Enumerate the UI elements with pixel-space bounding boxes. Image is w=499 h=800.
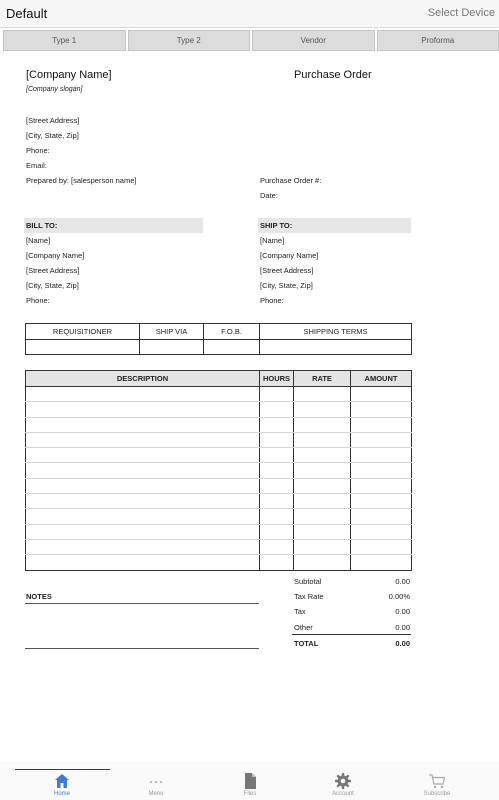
description-cell[interactable] (26, 448, 260, 463)
rate-cell[interactable] (294, 387, 351, 402)
rate-header: RATE (294, 371, 351, 387)
rate-cell[interactable] (294, 432, 351, 447)
subtotal-value: 0.00 (395, 577, 410, 586)
select-device-button[interactable]: Select Device (427, 7, 495, 19)
other-label: Other (294, 623, 313, 632)
table-row (26, 555, 412, 570)
description-header: DESCRIPTION (26, 371, 260, 387)
amount-cell[interactable] (351, 524, 412, 539)
hours-cell[interactable] (260, 448, 294, 463)
table-row (26, 509, 412, 524)
amount-cell[interactable] (351, 478, 412, 493)
template-tabs (3, 30, 499, 51)
company-city: [City, State, Zip] (26, 131, 79, 140)
description-cell[interactable] (26, 524, 260, 539)
description-cell[interactable] (26, 539, 260, 554)
hours-cell[interactable] (260, 463, 294, 478)
requisitioner-header: REQUISITIONER (26, 324, 140, 340)
cart-icon (428, 772, 446, 790)
nav-menu[interactable] (121, 772, 191, 797)
table-row (26, 417, 412, 432)
ship-to-heading: SHIP TO: (258, 218, 411, 233)
notes-divider (25, 603, 259, 604)
rate-cell[interactable] (294, 494, 351, 509)
hours-cell[interactable] (260, 555, 294, 570)
tax-rate-value: 0.00% (388, 592, 410, 601)
bill-to-line: [City, State, Zip] (26, 281, 79, 290)
table-row (26, 478, 412, 493)
description-cell[interactable] (26, 509, 260, 524)
file-icon (241, 772, 259, 790)
tab-proforma[interactable]: Proforma (377, 30, 499, 51)
prepared-by: Prepared by: [salesperson name] (26, 176, 137, 185)
hours-cell[interactable] (260, 478, 294, 493)
dots-icon (147, 772, 165, 790)
amount-cell[interactable] (351, 463, 412, 478)
nav-home[interactable] (27, 772, 97, 797)
description-cell[interactable] (26, 402, 260, 417)
fob-header: F.O.B. (204, 324, 260, 340)
shipping-terms-header: SHIPPING TERMS (260, 324, 412, 340)
active-tab-indicator (15, 769, 110, 770)
purchase-order-title: Purchase Order (294, 69, 372, 81)
amount-header: AMOUNT (351, 371, 412, 387)
shipping-info-table (25, 323, 412, 355)
tab-type-1[interactable]: Type 1 (3, 30, 126, 51)
rate-cell[interactable] (294, 463, 351, 478)
table-row (26, 387, 412, 402)
nav-files-label: Files (243, 791, 257, 797)
ship-to-line: [Company Name] (260, 251, 319, 260)
bill-to-line: Phone: (26, 296, 50, 305)
hours-header: HOURS (260, 371, 294, 387)
po-number-label: Purchase Order #: (260, 176, 322, 185)
rate-cell[interactable] (294, 478, 351, 493)
ship-to-line: [City, State, Zip] (260, 281, 313, 290)
po-date-label: Date: (260, 191, 278, 200)
description-cell[interactable] (26, 417, 260, 432)
bill-to-heading: BILL TO: (24, 218, 203, 233)
table-row (26, 432, 412, 447)
rate-cell[interactable] (294, 509, 351, 524)
subtotal-label: Subtotal (294, 577, 322, 586)
description-cell[interactable] (26, 463, 260, 478)
description-cell[interactable] (26, 387, 260, 402)
tax-rate-label: Tax Rate (294, 592, 324, 601)
company-street: [Street Address] (26, 116, 80, 125)
description-cell[interactable] (26, 432, 260, 447)
purchase-order-document (0, 52, 499, 762)
bottom-navigation (0, 762, 499, 800)
table-row (26, 463, 412, 478)
description-cell[interactable] (26, 478, 260, 493)
description-cell[interactable] (26, 494, 260, 509)
ship-via-cell[interactable] (140, 340, 204, 355)
nav-files[interactable] (215, 772, 285, 797)
total-label: TOTAL (294, 639, 319, 648)
ship-to-line: [Name] (260, 236, 285, 245)
page-title: Default (6, 6, 48, 21)
table-row (26, 524, 412, 539)
rate-cell[interactable] (294, 555, 351, 570)
amount-cell[interactable] (351, 509, 412, 524)
items-table (25, 370, 412, 571)
nav-account-label: Account (332, 791, 354, 797)
other-value: 0.00 (395, 623, 410, 632)
amount-cell[interactable] (351, 539, 412, 554)
ship-to-line: [Street Address] (260, 266, 314, 275)
hours-cell[interactable] (260, 524, 294, 539)
total-divider (292, 634, 411, 635)
gear-icon (334, 772, 352, 790)
rate-cell[interactable] (294, 402, 351, 417)
amount-cell[interactable] (351, 555, 412, 570)
home-icon (53, 772, 71, 790)
hours-cell[interactable] (260, 432, 294, 447)
company-slogan: [Company slogan] (26, 86, 83, 93)
amount-cell[interactable] (351, 417, 412, 432)
ship-via-header: SHIP VIA (140, 324, 204, 340)
hours-cell[interactable] (260, 387, 294, 402)
nav-menu-label: Menu (148, 791, 164, 797)
tab-vendor[interactable]: Vendor (252, 30, 375, 51)
hours-cell[interactable] (260, 494, 294, 509)
tax-label: Tax (294, 607, 306, 616)
table-row (26, 448, 412, 463)
nav-account[interactable] (308, 772, 378, 797)
requisitioner-cell[interactable] (26, 340, 140, 355)
shipping-terms-cell[interactable] (260, 340, 412, 355)
company-email: Email: (26, 161, 47, 170)
table-row (26, 402, 412, 417)
ship-to-line: Phone: (260, 296, 284, 305)
notes-bottom-line (25, 648, 259, 649)
hours-cell[interactable] (260, 539, 294, 554)
nav-subscribe-label: Subscribe (423, 791, 451, 797)
nav-subscribe[interactable] (402, 772, 472, 797)
items-table-body (26, 387, 412, 571)
notes-label: NOTES (26, 592, 52, 601)
total-value: 0.00 (395, 639, 410, 648)
amount-cell[interactable] (351, 387, 412, 402)
amount-cell[interactable] (351, 494, 412, 509)
amount-cell[interactable] (351, 432, 412, 447)
tax-value: 0.00 (395, 607, 410, 616)
bill-to-line: [Street Address] (26, 266, 80, 275)
hours-cell[interactable] (260, 417, 294, 432)
description-cell[interactable] (26, 555, 260, 570)
bill-to-line: [Name] (26, 236, 51, 245)
company-name: [Company Name] (26, 69, 112, 81)
rate-cell[interactable] (294, 417, 351, 432)
nav-home-label: Home (53, 791, 70, 797)
table-row (26, 539, 412, 554)
table-row (26, 494, 412, 509)
hours-cell[interactable] (260, 509, 294, 524)
hours-cell[interactable] (260, 402, 294, 417)
tab-type-2[interactable]: Type 2 (128, 30, 251, 51)
rate-cell[interactable] (294, 539, 351, 554)
rate-cell[interactable] (294, 524, 351, 539)
rate-cell[interactable] (294, 448, 351, 463)
fob-cell[interactable] (204, 340, 260, 355)
company-phone: Phone: (26, 146, 50, 155)
amount-cell[interactable] (351, 448, 412, 463)
amount-cell[interactable] (351, 402, 412, 417)
bill-to-line: [Company Name] (26, 251, 85, 260)
top-bar (0, 0, 499, 28)
